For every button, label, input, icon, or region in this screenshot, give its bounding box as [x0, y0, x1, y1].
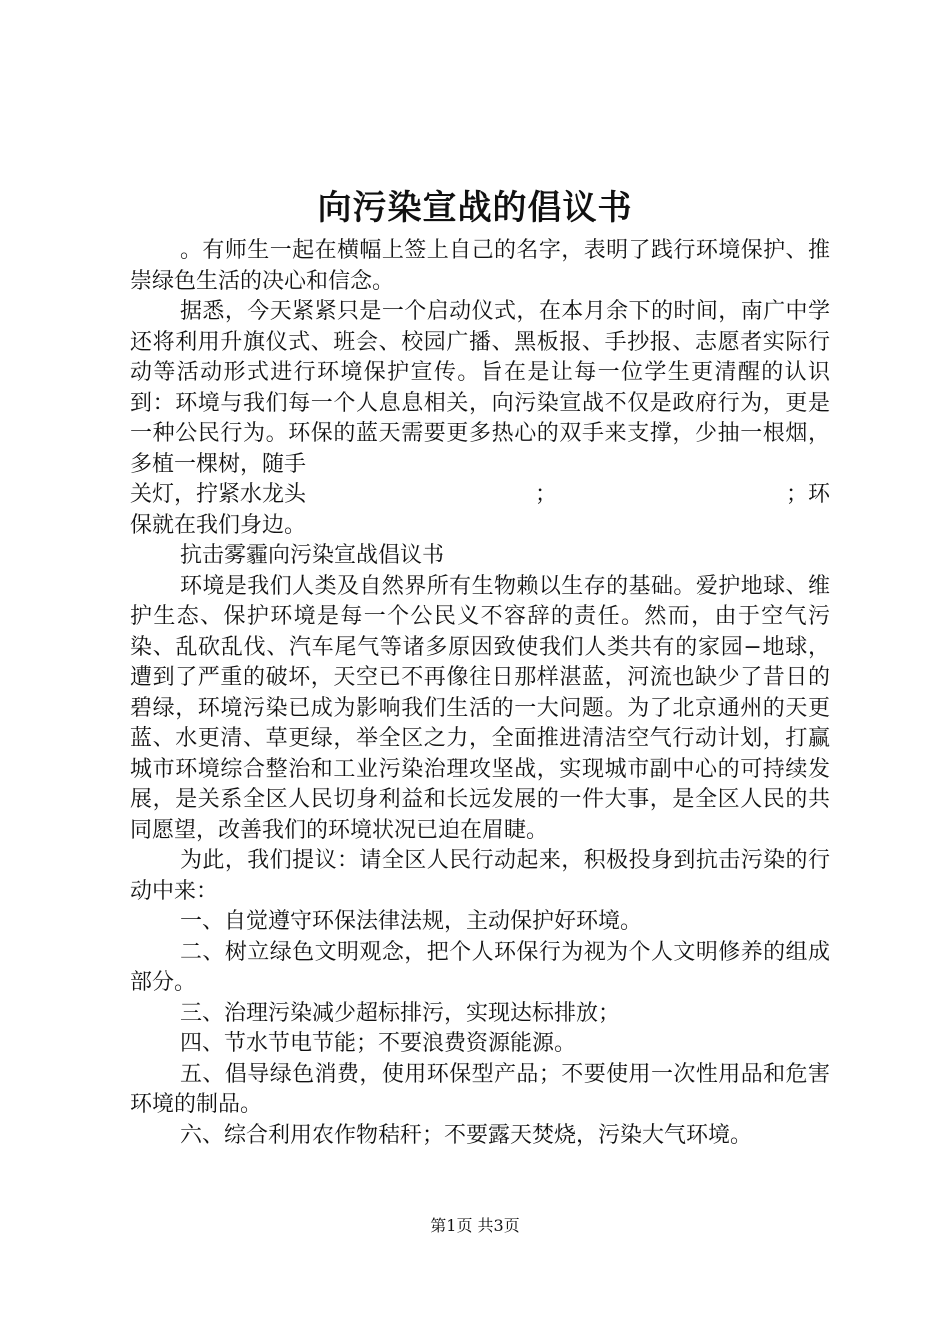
- paragraph-1: 。有师生一起在横幅上签上自己的名字，表明了践行环境保护、推崇绿色生活的决心和信念。: [130, 238, 830, 294]
- proposal-item-4: 四、节水节电节能；不要浪费资源能源。: [180, 1031, 577, 1056]
- proposal-item-3: 三、治理污染减少超标排污，实现达标排放；: [180, 1000, 621, 1026]
- paragraph-4: 环境是我们人类及自然界所有生物赖以生存的基础。爱护地球、维护生态、保护环境是每一个公民义不容辞的责任。然而，由于空气污染、乱砍乱伐、汽车尾气等诸多原因致使我们人类共有的家园−地球，遭到了严重的破坏，天空已不再像往日那样湛蓝，河流也缺少了昔日的碧绿，环境污染已成为影响我们生活的一大问题。为了北京通州的天更蓝、水更清、草更绿，举全区之力，全面推进清洁空气行动计划，打赢城市环境综合整治和工业污染治理攻坚战，实现城市副中心的可持续发展，是关系全区人民切身利益和长远发展的一件大事，是全区人民的共同愿望，改善我们的环境状况已迫在眉睫。: [130, 573, 830, 843]
- proposal-item-2: 二、树立绿色文明观念，把个人环保行为视为个人文明修养的组成部分。: [130, 939, 830, 995]
- page-footer: 第1页 共3页: [430, 1216, 520, 1235]
- paragraph-2-end: 保就在我们身边。: [130, 512, 307, 538]
- document-body: [130, 236, 830, 1151]
- paragraph-2-gap-c: ；环: [785, 482, 830, 507]
- document-title: 向污染宣战的倡议书: [317, 188, 633, 228]
- section-heading: 抗击雾霾向污染宣战倡议书: [180, 543, 445, 568]
- paragraph-2-gap-line: [130, 480, 830, 511]
- proposal-item-5: 五、倡导绿色消费，使用环保型产品；不要使用一次性用品和危害环境的制品。: [130, 1061, 830, 1117]
- paragraph-2: [130, 297, 830, 480]
- proposal-item-6: 六、综合利用农作物秸秆；不要露天焚烧，污染大气环境。: [180, 1122, 753, 1148]
- paragraph-2-text: 据悉，今天紧紧只是一个启动仪式，在本月余下的时间，南广中学还将利用升旗仪式、班会、校园广播、黑板报、手抄报、志愿者实际行动等活动形式进行环境保护宣传。旨在是让每一位学生更清醒的认识到：环境与我们每一个人息息相关，向污染宣战不仅是政府行为，更是一种公民行为。环保的蓝天需要更多热心的双手来支撑，少抽一根烟，多植一棵树，随手: [130, 299, 830, 477]
- paragraph-2-gap-a: 关灯，拧紧水龙头: [130, 482, 307, 507]
- paragraph-5: 为此，我们提议：请全区人民行动起来，积极投身到抗击污染的行动中来：: [130, 848, 830, 904]
- proposal-item-1: 一、自觉遵守环保法律法规，主动保护好环境。: [180, 909, 643, 934]
- paragraph-2-gap-b: ；: [534, 482, 557, 507]
